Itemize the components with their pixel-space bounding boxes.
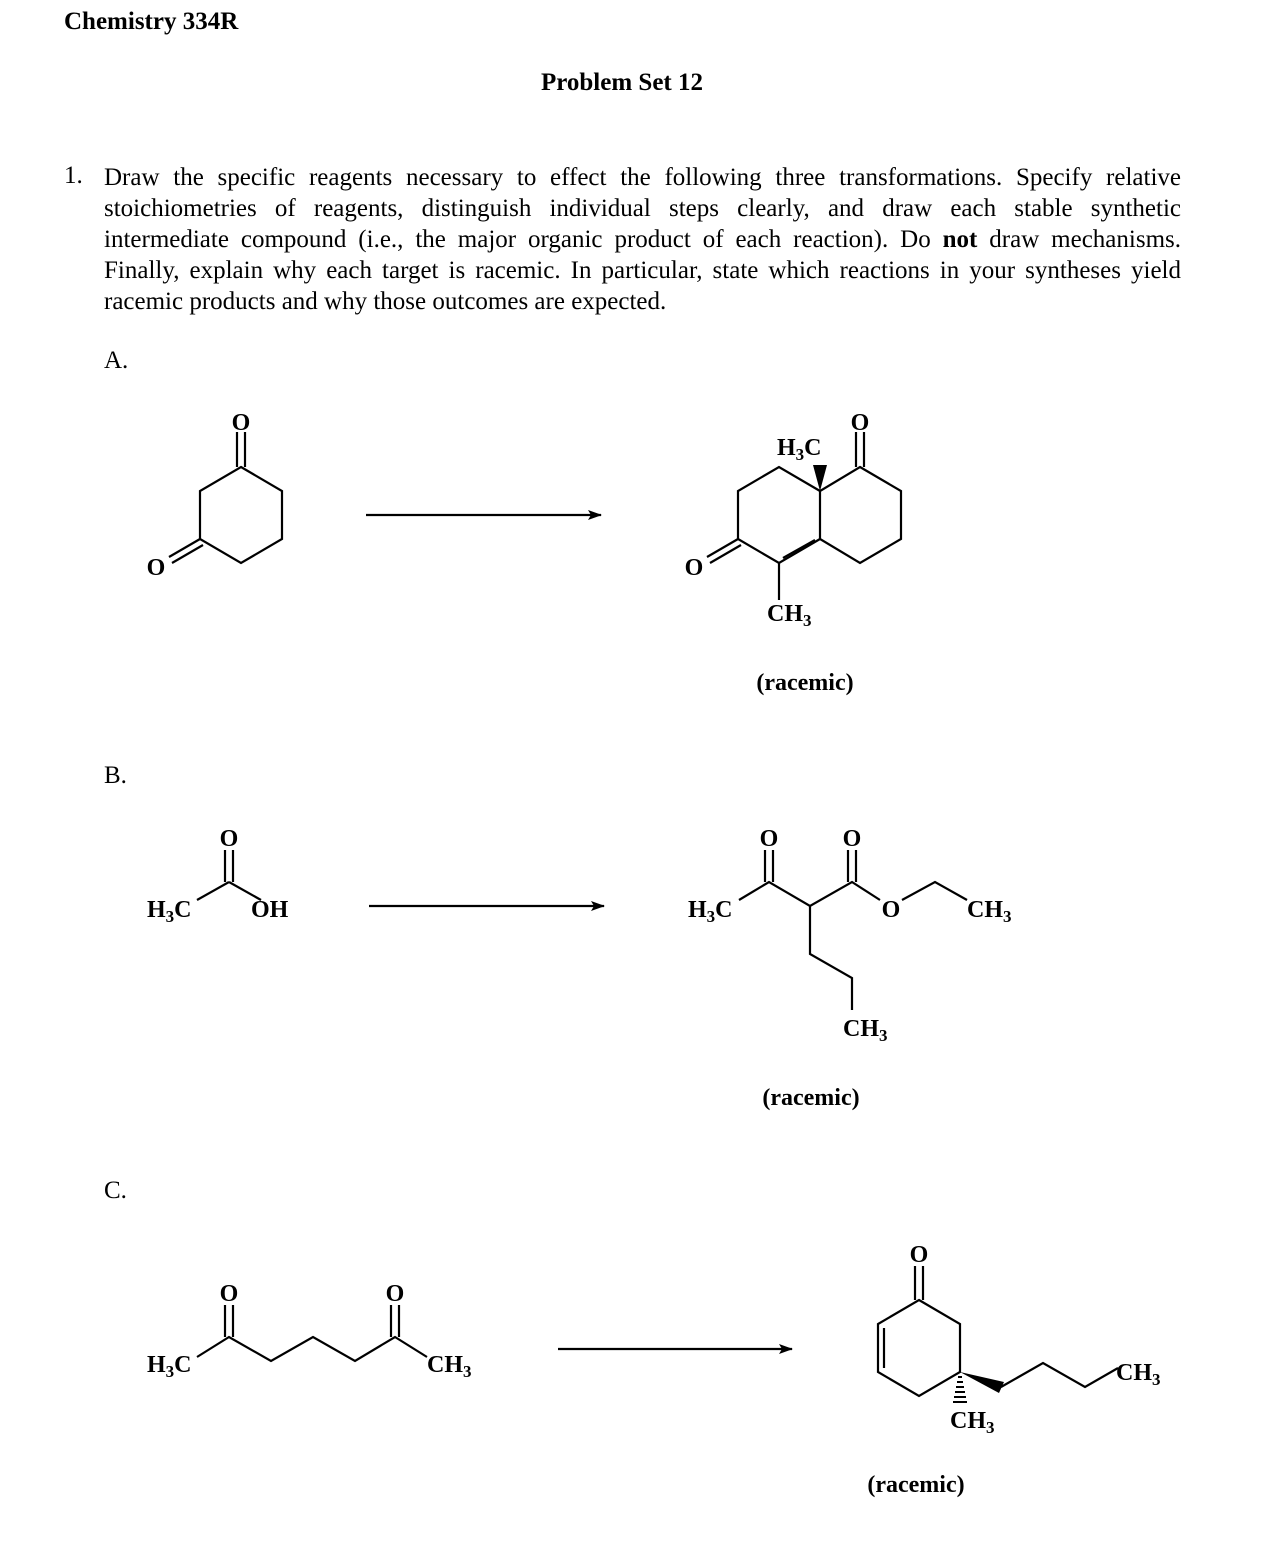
atom-o-carbonyl-c1: O xyxy=(219,1281,239,1307)
part-a-starting-material-cyclohexanedione xyxy=(147,410,282,581)
atom-o-ester-b: O xyxy=(881,897,901,923)
part-b-label: B. xyxy=(104,762,127,789)
racemic-label-c: (racemic) xyxy=(867,1472,965,1498)
racemic-label-b: (racemic) xyxy=(762,1085,860,1111)
part-b-product-ketoester xyxy=(688,826,1012,1111)
problem-set-title: Problem Set 12 xyxy=(540,69,703,96)
group-h3c-angular-a: $H_3C$ xyxy=(777,435,822,464)
part-a-label: A. xyxy=(104,347,129,374)
course-title: Chemistry 334R xyxy=(64,8,239,35)
group-ch3-c1: $CH_3$ xyxy=(427,1352,472,1381)
question-text-part-2: draw mechanisms. Finally, explain why each target is racemic. In particular, state which reactions in your syntheses yield racemic products and why those outcomes are expected. xyxy=(104,226,1181,315)
atom-o-ester-carbonyl-b: O xyxy=(842,826,862,852)
group-oh-b: OH xyxy=(251,897,289,923)
group-h3c-c1: $H_3C$ xyxy=(147,1352,192,1381)
part-b-starting-material-acetic-acid xyxy=(147,826,289,926)
part-a-product-bicyclic-enone xyxy=(685,410,901,696)
atom-o-carbonyl-c2: O xyxy=(385,1281,405,1307)
part-c-starting-material-diketone xyxy=(147,1281,472,1381)
hash-bond-methyl-c xyxy=(953,1377,967,1402)
atom-o-carbonyl-a4: O xyxy=(684,555,704,581)
group-h3c-b1: $H_3C$ xyxy=(147,897,192,926)
group-ch3-quaternary-c: $CH_3$ xyxy=(950,1408,995,1437)
group-ch3-chain-end-c: $CH_3$ xyxy=(1116,1360,1161,1389)
group-ch3-vinyl-a: $CH_3$ xyxy=(767,601,812,630)
wedge-bond-alkyl-c xyxy=(960,1372,1004,1393)
atom-o-carbonyl-c3: O xyxy=(909,1242,929,1268)
atom-o-carbonyl-a2: O xyxy=(146,555,166,581)
group-ch3-ethyl-ester-b: $CH_3$ xyxy=(967,897,1012,926)
part-c-product-cyclohexenone xyxy=(867,1242,1160,1498)
atom-o-carbonyl-a3: O xyxy=(850,410,870,436)
group-h3c-b2: $H_3C$ xyxy=(688,897,733,926)
question-number: 1. xyxy=(64,162,83,189)
atom-o-ketone-b: O xyxy=(759,826,779,852)
group-ch3-side-chain-b: $CH_3$ xyxy=(843,1016,888,1045)
atom-o-carbonyl-a1: O xyxy=(231,410,251,436)
racemic-label-a: (racemic) xyxy=(756,670,854,696)
question-text-emphasis: not xyxy=(942,226,978,253)
atom-o-carbonyl-b1: O xyxy=(219,826,239,852)
part-c-label: C. xyxy=(104,1177,127,1204)
question-text-part-1: Draw the specific reagents necessary to effect the following three transformations. Specify relative stoichiometries of reagents, distinguish individual steps clearly, and draw each stable synthetic intermediate compound (i.e., the major organic product of each reaction). Do xyxy=(104,164,1181,253)
